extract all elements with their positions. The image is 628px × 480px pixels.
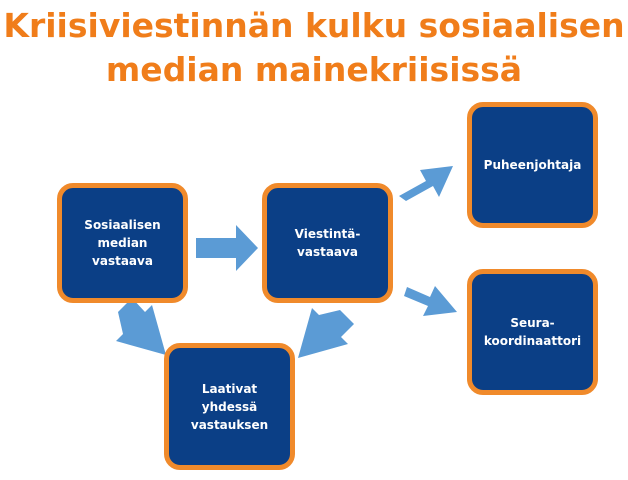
arrow-some-to-laativat: [116, 298, 166, 355]
node-some-vastaava: Sosiaalisen median vastaava: [57, 183, 188, 303]
node-laativat-yhdessa: Laativat yhdessä vastauksen: [164, 343, 295, 470]
arrow-viestinta-to-puheenjohtaja: [399, 166, 453, 201]
node-viestinta-vastaava: Viestintä- vastaava: [262, 183, 393, 303]
arrow-some-to-viestinta: [196, 225, 258, 271]
title-line-2: median mainekriisissä: [105, 50, 523, 89]
title-line-1: Kriisiviestinnän kulku sosiaalisen: [3, 6, 625, 45]
arrow-viestinta-to-seura: [404, 286, 457, 316]
arrow-viestinta-to-laativat: [298, 308, 354, 358]
node-seurakoordinaattori: Seura- koordinaattori: [467, 269, 598, 395]
node-puheenjohtaja: Puheenjohtaja: [467, 102, 598, 228]
